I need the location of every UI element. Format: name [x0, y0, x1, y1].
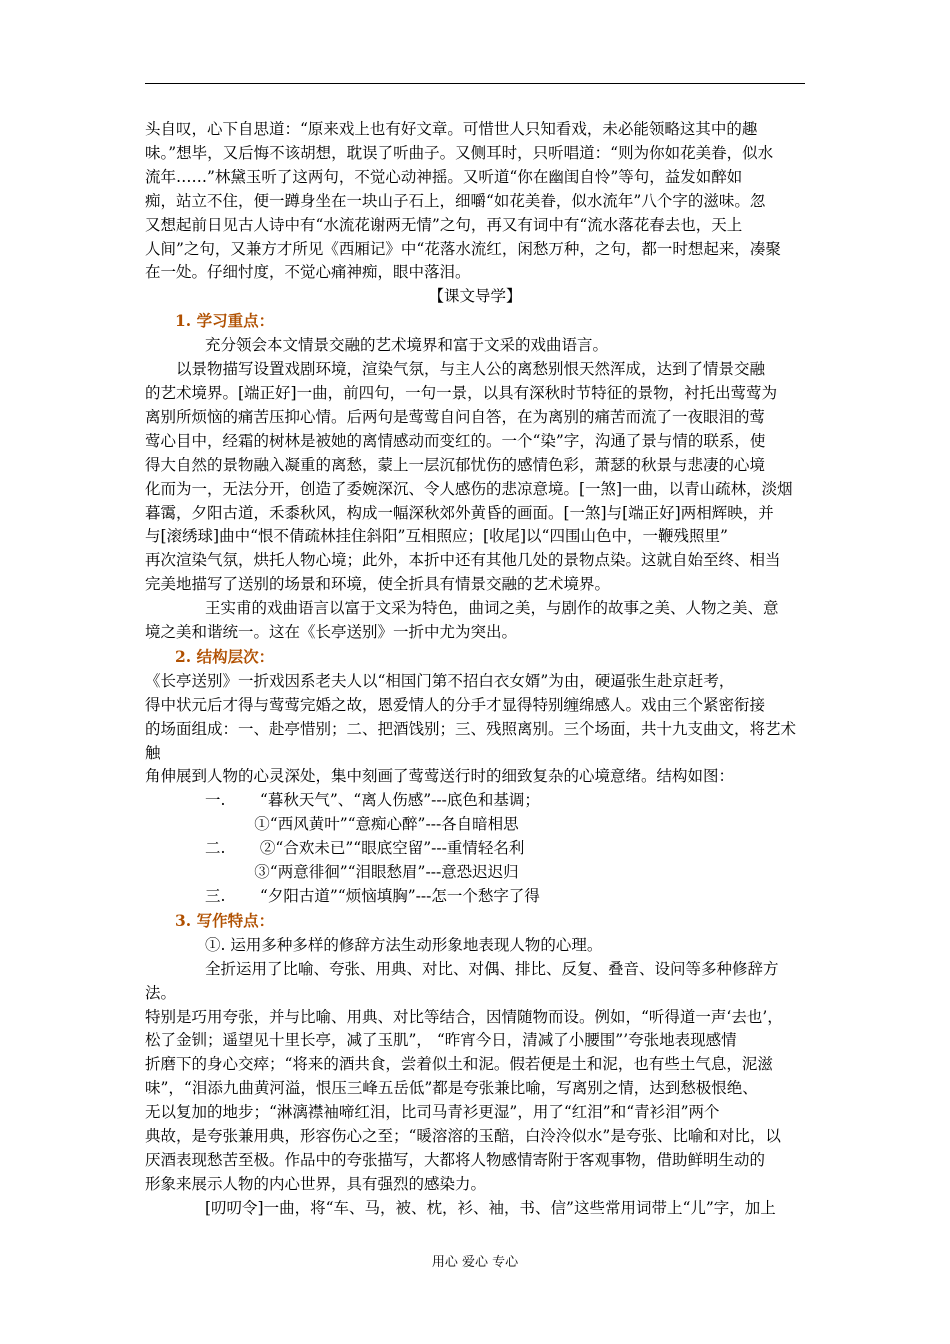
- structure-line: ①“西风黄叶”“意痴心醉”---各自暗相思: [205, 815, 519, 834]
- text-line: 完美地描写了送别的场景和环境，使全折具有情景交融的艺术境界。: [145, 575, 611, 594]
- text-line: ①. 运用多种多样的修辞方法生动形象地表现人物的心理。: [205, 935, 603, 954]
- text-line: 境之美和谐统一。这在《长亭送别》一折中尤为突出。: [145, 623, 518, 642]
- text-line: 以景物描写设置戏剧环境，渲染气氛，与主人公的离愁别恨天然浑成，达到了情景交融: [176, 360, 766, 379]
- text-line: 在一处。仔细忖度，不觉心痛神痴，眼中落泪。: [145, 263, 471, 282]
- text-line: 痴，站立不住，便一蹲身坐在一块山子石上，细嚼“如花美眷，似水流年”八个字的滋味。忽: [145, 191, 766, 210]
- text-line: 又想起前日见古人诗中有“水流花谢两无情”之句，再又有词中有“流水落花春去也，天上: [145, 215, 743, 234]
- text-line: 得大自然的景物融入凝重的离愁，蒙上一层沉郁忧伤的感情色彩，萧瑟的秋景与悲凄的心境: [145, 455, 766, 474]
- structure-line: 三. “夕阳古道”“烦恼填胸”---怎一个愁字了得: [205, 887, 540, 905]
- text-line: 折磨下的身心交瘁；“将来的酒共食，尝着似土和泥。假若便是土和泥，也有些土气息，泥滋: [145, 1055, 773, 1074]
- text-line: 味”，“泪添九曲黄河溢，恨压三峰五岳低”都是夸张兼比喻，写离别之情，达到愁极恨绝、: [145, 1079, 758, 1098]
- text-line: 典故，是夸张兼用典，形容伤心之至；“暖溶溶的玉醅，白泠泠似水”是夸张、比喻和对比，以: [145, 1127, 781, 1146]
- text-line: 充分领会本文情景交融的艺术境界和富于文采的戏曲语言。: [205, 336, 609, 355]
- text-line: 再次渲染气氛，烘托人物心境；此外，本折中还有其他几处的景物点染。这就自始至终、相当: [145, 551, 781, 570]
- text-line: 的场面组成：一、赴亭惜别；二、把酒饯别；三、残照离别。三个场面，共十九支曲文，将艺术触: [145, 719, 797, 762]
- text-line: 头自叹，心下自思道：“原来戏上也有好文章。可惜世人只知看戏，未必能领略这其中的趣: [145, 120, 758, 138]
- text-line: 角伸展到人物的心灵深处，集中刻画了莺莺送行时的细致复杂的心境意绪。结构如图：: [145, 767, 735, 786]
- text-line: 特别是巧用夸张，并与比喻、用典、对比等结合，因情随物而设。例如，“听得道一声‘去也’，: [145, 1007, 783, 1026]
- text-line: 的艺术境界。[端正好]一曲，前四句，一句一景，以具有深秋时节特征的景物，衬托出莺莺为: [145, 383, 778, 402]
- structure-line: ③“两意徘徊”“泪眼愁眉”---意恐迟迟归: [205, 863, 519, 882]
- heading-study-focus: 1. 学习重点：: [175, 311, 275, 331]
- text-line: 形象来展示人物的内心世界，具有强烈的感染力。: [145, 1174, 487, 1193]
- text-line: 与[滚绣球]曲中“恨不倩疏林挂住斜阳”互相照应；[收尾]以“四围山色中，一鞭残照里”: [145, 527, 728, 546]
- structure-line: 二. ②“合欢未已”“眼底空留”---重情轻名利: [205, 839, 525, 858]
- text-line: 《长亭送别》一折戏因系老夫人以“相国门第不招白衣女婿”为由，硬逼张生赴京赶考，: [145, 671, 735, 690]
- text-line: 人间”之句，又兼方才所见《西厢记》中“花落水流红，闲愁万种，之句，都一时想起来，凑聚: [145, 239, 781, 258]
- text-line: 莺心目中，经霜的树林是被她的离情感动而变红的。一个“染”字，沟通了景与情的联系，使: [145, 431, 766, 450]
- structure-line: 一. “暮秋天气”、“离人伤感”---底色和基调；: [205, 791, 540, 810]
- heading-structure: 2. 结构层次：: [175, 646, 275, 666]
- text-line: 得中状元后才得与莺莺完婚之故，恩爱情人的分手才显得特别缠绵感人。戏由三个紧密衔接: [145, 695, 766, 714]
- text-line: 离别所烦恼的痛苦压抑心情。后两句是莺莺自问自答，在为离别的痛苦而流了一夜眼泪的莺: [145, 407, 766, 426]
- header-rule: [145, 83, 805, 84]
- text-line: 王实甫的戏曲语言以富于文采为特色，曲词之美，与剧作的故事之美、人物之美、意: [205, 599, 779, 618]
- text-line: 暮霭，夕阳古道，禾黍秋风，构成一幅深秋郊外黄昏的画面。[一煞]与[端正好]两相辉映，并: [145, 503, 774, 522]
- text-line: [叨叨令]一曲，将“车、马，被、枕，衫、袖，书、信”这些常用词带上“儿”字，加上: [205, 1198, 776, 1217]
- text-line: 味。”想毕，又后悔不该胡想，耽误了听曲子。又侧耳时，只听唱道：“则为你如花美眷，似水: [145, 143, 774, 162]
- text-line: 无以复加的地步；“淋漓襟袖啼红泪，比司马青衫更湿”，用了“红泪”和“青衫泪”两个: [145, 1103, 720, 1122]
- text-line: 全折运用了比喻、夸张、用典、对比、对偶、排比、反复、叠音、设问等多种修辞方法。: [145, 959, 779, 1002]
- text-line: 化而为一，无法分开，创造了委婉深沉、令人感伤的悲凉意境。[一煞]一曲，以青山疏林，淡烟: [145, 479, 793, 498]
- section-title: 【课文导学】: [428, 287, 522, 306]
- text-line: 流年……”林黛玉听了这两句，不觉心动神摇。又听道“你在幽闺自怜”等句，益发如醉如: [145, 167, 743, 186]
- text-line: 松了金钏；遥望见十里长亭，减了玉肌”， “昨宵今日，清减了小腰围”’夸张地表现感情: [145, 1031, 737, 1050]
- document-body: [145, 118, 805, 1221]
- page-footer: 用心 爱心 专心: [431, 1255, 519, 1270]
- heading-writing-features: 3. 写作特点：: [175, 910, 275, 930]
- text-line: 厌酒表现愁苦至极。作品中的夸张描写，大都将人物感情寄附于客观事物，借助鲜明生动的: [145, 1150, 766, 1169]
